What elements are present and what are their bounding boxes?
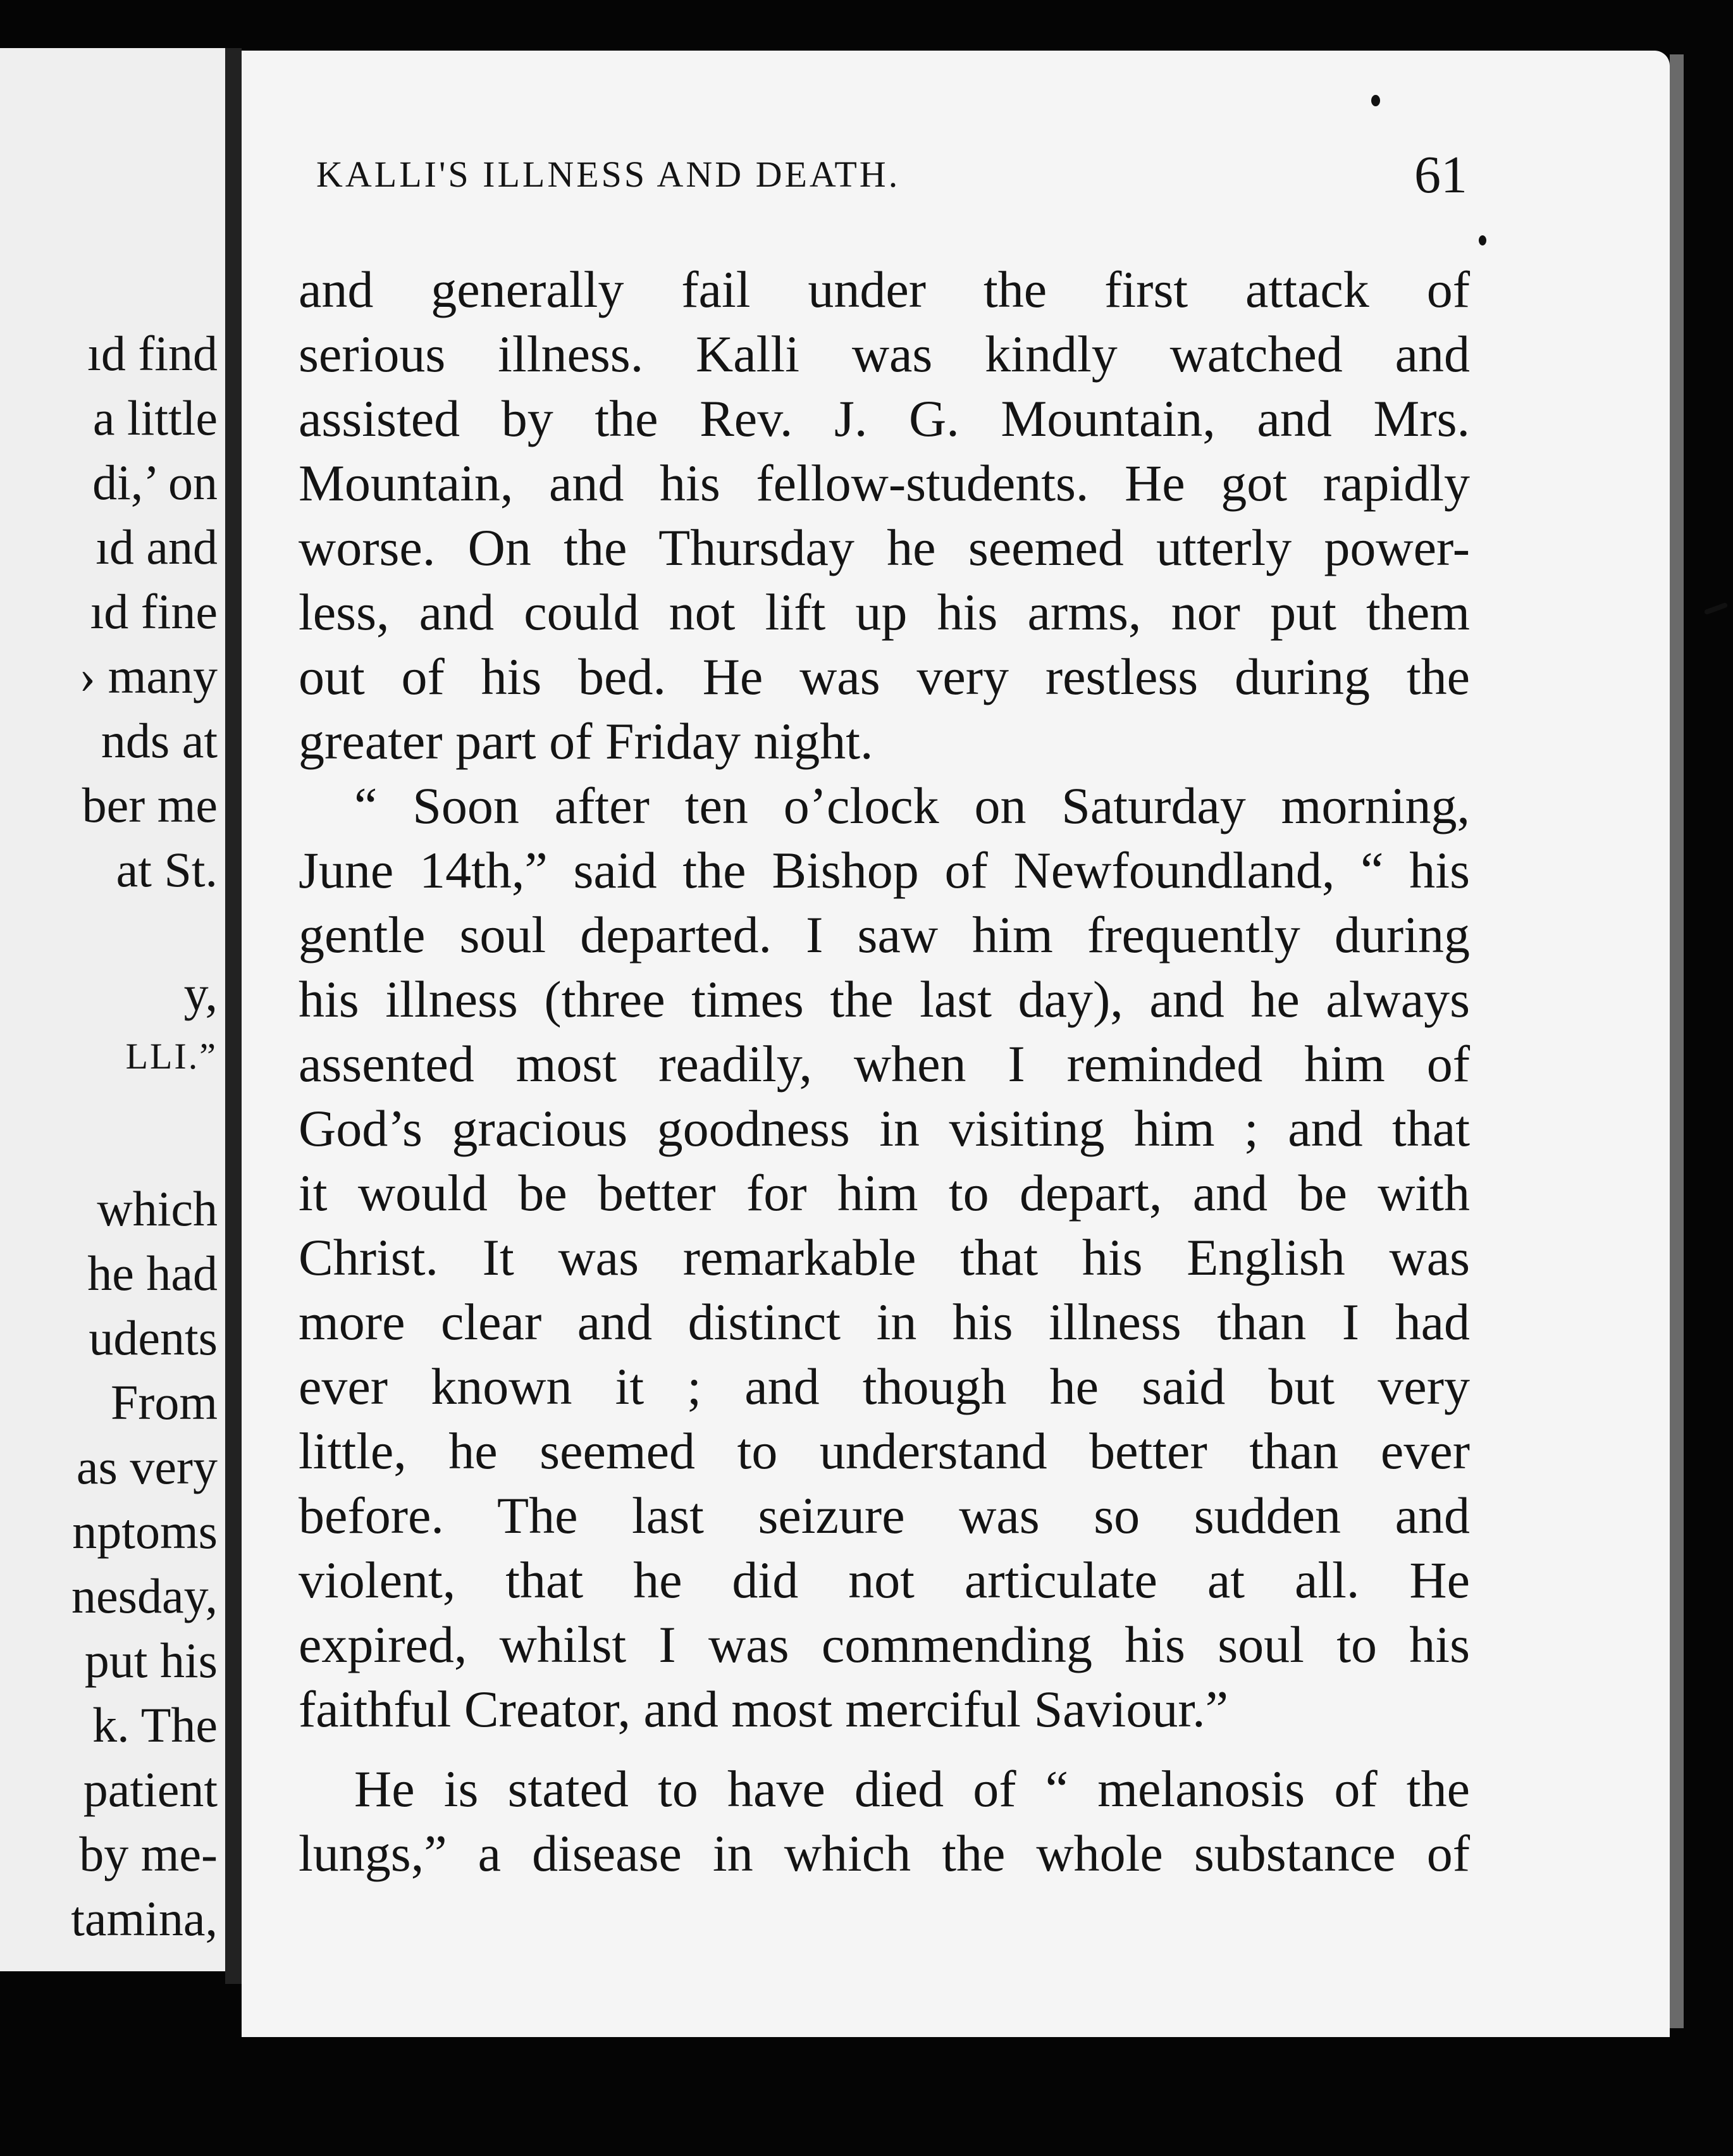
text-line: assented most readily, when I reminded him of: [299, 1035, 1470, 1093]
book-gutter: [225, 48, 242, 1984]
text-line: gentle soul departed. I saw him frequently during: [299, 906, 1470, 963]
text-line: greater part of Friday night.: [299, 712, 873, 770]
text-line: God’s gracious goodness in visiting him ; and that: [299, 1100, 1470, 1157]
left-text-line: patient: [83, 1762, 218, 1817]
left-text-line: nptoms: [72, 1504, 218, 1559]
text-line: serious illness. Kalli was kindly watched and: [299, 325, 1470, 383]
ink-speck: [1371, 95, 1380, 106]
text-line: more clear and distinct in his illness than I had: [299, 1293, 1470, 1351]
left-text-line: di,’ on: [92, 455, 218, 510]
running-head: KALLI'S ILLNESS AND DEATH.: [316, 154, 901, 195]
left-text-line: LLI.”: [125, 1036, 218, 1077]
text-line: lungs,” a disease in which the whole substance of: [299, 1825, 1470, 1882]
text-line: his illness (three times the last day), and he always: [299, 970, 1470, 1028]
text-line: June 14th,” said the Bishop of Newfoundland, “ his: [299, 841, 1470, 899]
left-text-line: y,: [183, 966, 218, 1021]
text-line: He is stated to have died of “ melanosis of the: [354, 1760, 1470, 1818]
text-line: assisted by the Rev. J. G. Mountain, and Mrs.: [299, 390, 1470, 447]
left-text-line: by me-: [79, 1826, 218, 1881]
left-text-line: nesday,: [71, 1568, 218, 1623]
page-number: 61: [1414, 146, 1467, 204]
text-line: Mountain, and his fellow-students. He got rapidly: [299, 454, 1470, 512]
text-line: expired, whilst I was commending his soul to his: [299, 1616, 1470, 1673]
text-line: Christ. It was remarkable that his English was: [299, 1229, 1470, 1286]
text-line: before. The last seizure was so sudden and: [299, 1487, 1470, 1544]
text-line: less, and could not lift up his arms, nor put them: [299, 583, 1470, 641]
left-text-line: at St.: [116, 842, 218, 897]
left-text-line: he had: [87, 1246, 218, 1301]
left-text-line: ber me: [82, 778, 218, 833]
left-text-line: put his: [84, 1633, 218, 1688]
text-line: “ Soon after ten o’clock on Saturday morning,: [354, 777, 1470, 834]
left-text-line: tamina,: [71, 1891, 218, 1946]
ink-speck: [1704, 602, 1728, 616]
left-text-line: › many: [79, 648, 218, 703]
text-line: ever known it ; and though he said but very: [299, 1358, 1470, 1415]
left-text-line: From: [110, 1375, 218, 1430]
left-page: [0, 48, 235, 1971]
left-text-line: ıd fine: [90, 584, 218, 639]
left-text-line: which: [97, 1181, 218, 1236]
text-line: little, he seemed to understand better than ever: [299, 1422, 1470, 1480]
left-text-line: nds at: [101, 713, 218, 768]
left-text-line: ıd and: [96, 519, 218, 574]
text-line: and generally fail under the first attack of: [299, 261, 1470, 318]
text-line: faithful Creator, and most merciful Saviour.”: [299, 1680, 1229, 1738]
left-text-line: k. The: [92, 1697, 218, 1752]
left-text-line: a little: [92, 390, 218, 445]
left-text-line: as very: [76, 1439, 218, 1494]
text-line: worse. On the Thursday he seemed utterly power-: [299, 519, 1470, 576]
left-text-line: ıd find: [87, 326, 218, 381]
page-edge: [1670, 54, 1684, 2028]
text-line: violent, that he did not articulate at all. He: [299, 1551, 1470, 1609]
ink-speck: [1479, 235, 1486, 245]
left-text-line: udents: [89, 1310, 218, 1365]
text-line: it would be better for him to depart, and be with: [299, 1164, 1470, 1222]
text-line: out of his bed. He was very restless during the: [299, 648, 1470, 705]
